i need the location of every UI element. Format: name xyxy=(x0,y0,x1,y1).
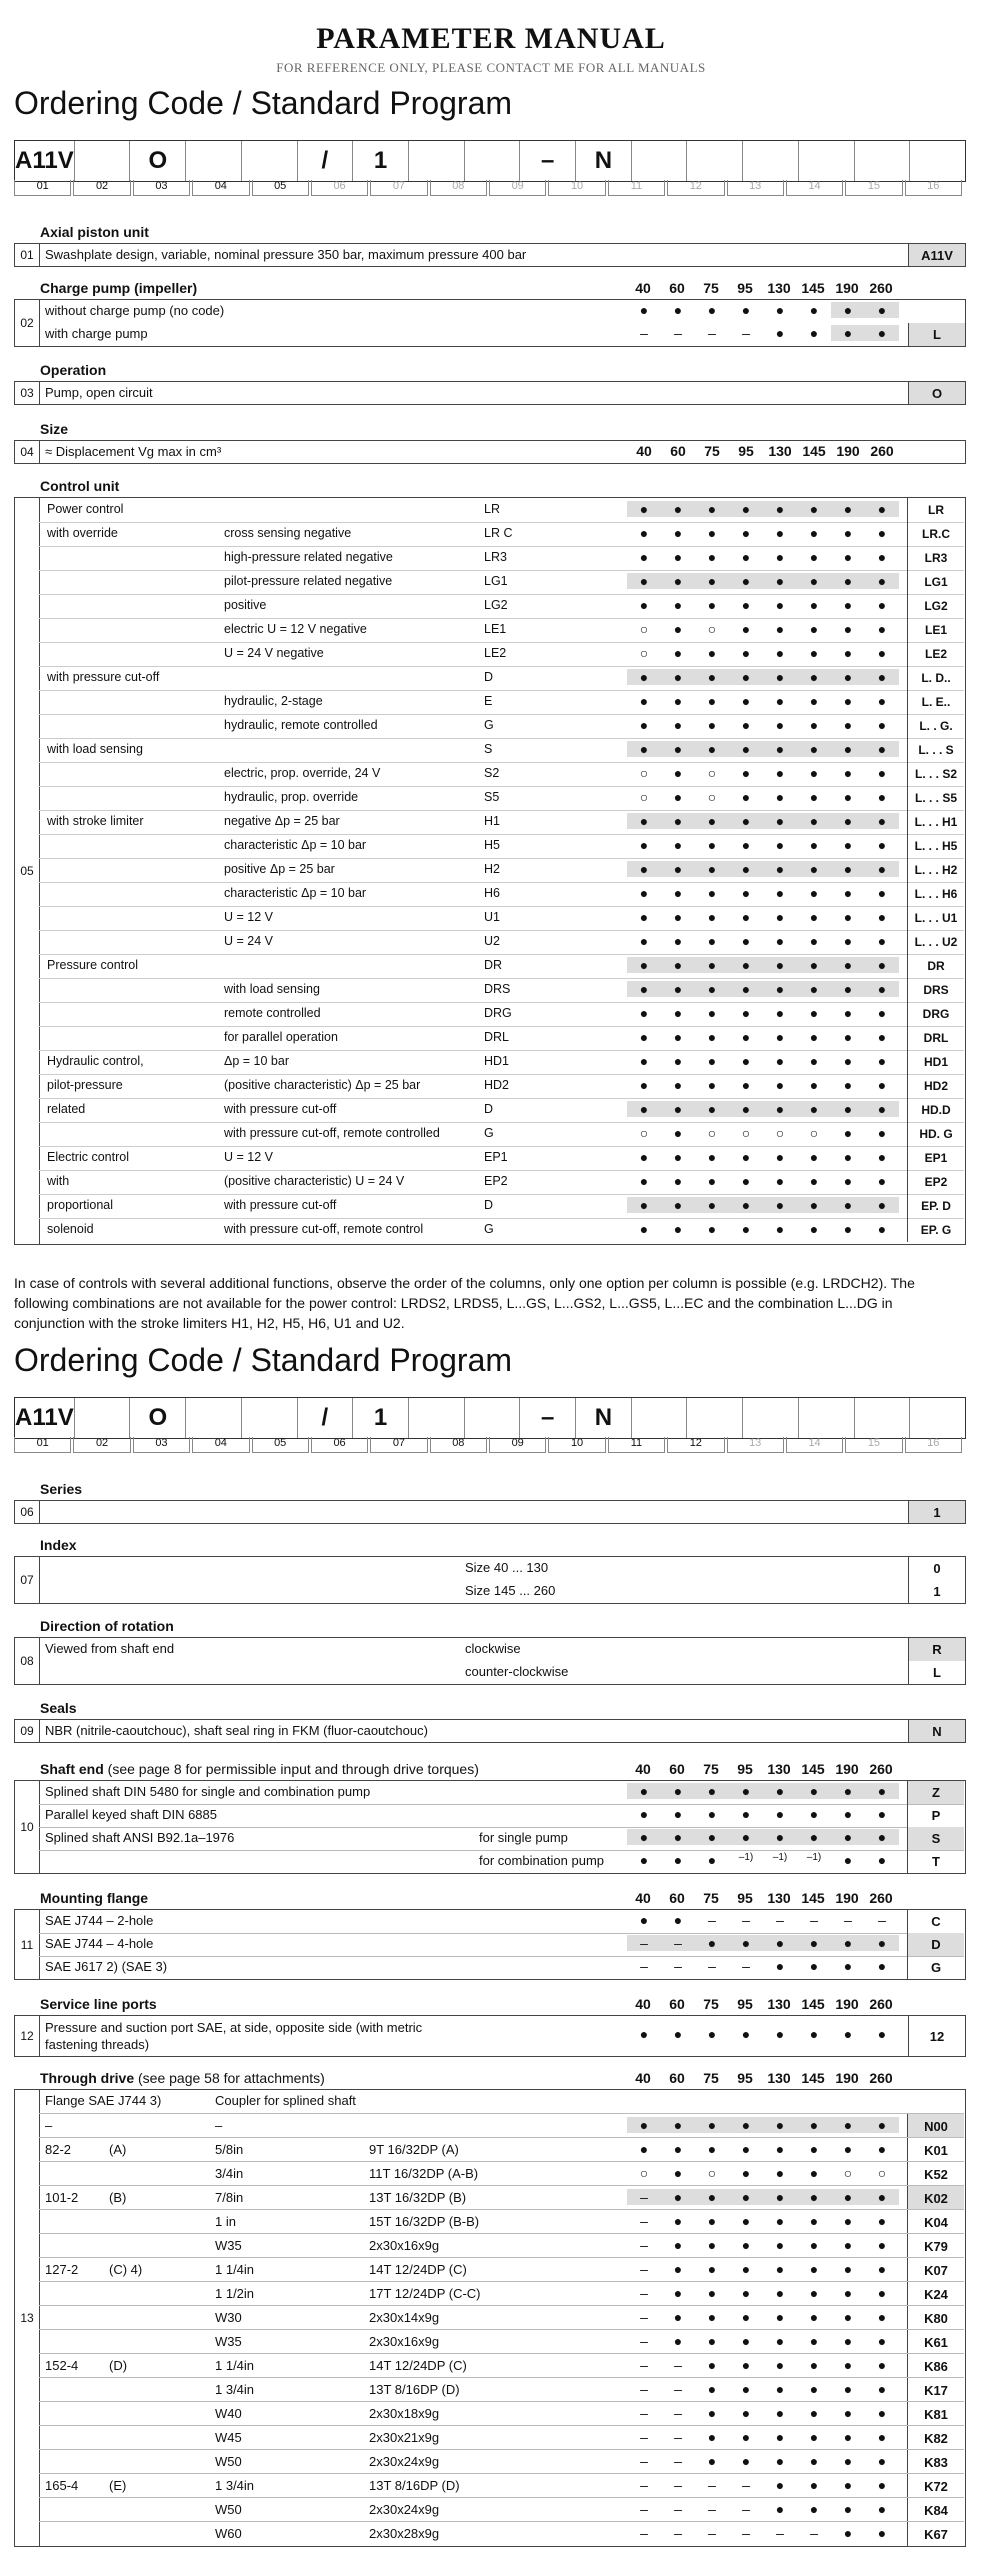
availability-marks: ● ● ● ● ● ● ● ● xyxy=(639,1029,887,1045)
section-title: Size xyxy=(40,421,69,437)
control-letter: DRG xyxy=(484,1006,512,1020)
through-drive-row: 1 in 15T 16/32DP (B-B) – ● ● ● ● ● ● ● K04 xyxy=(39,2209,964,2234)
size-header: 40 60 75 95 130 145 190 260 xyxy=(635,1761,893,1777)
option-row: 02 without charge pump (no code) with charge pump ● ● ● ● ● ● ● ● – – – – ● ● ● ● L xyxy=(14,299,966,347)
control-row xyxy=(39,858,964,883)
control-code: LR3 xyxy=(907,546,964,570)
control-sub-label: hydraulic, prop. override xyxy=(224,790,359,804)
control-letter: D xyxy=(484,1102,494,1116)
control-sub-label: (positive characteristic) Δp = 25 bar xyxy=(224,1078,421,1092)
control-row xyxy=(39,882,964,907)
control-sub-label: with pressure cut-off xyxy=(224,1198,337,1212)
control-row xyxy=(39,594,964,619)
control-code: L. D.. xyxy=(907,666,964,690)
control-letter: G xyxy=(484,1222,494,1236)
control-sub-label: for parallel operation xyxy=(224,1030,338,1044)
control-row xyxy=(39,1050,964,1075)
through-drive-row: 3/4in 11T 16/32DP (A-B) ○ ● ○ ● ● ● ○ ○ K52 xyxy=(39,2161,964,2186)
control-letter: DRS xyxy=(484,982,511,996)
availability-marks: ● ● ● ● ● ● ● ● xyxy=(639,549,887,565)
control-sub-label: hydraulic, 2-stage xyxy=(224,694,323,708)
control-row xyxy=(39,1194,964,1219)
availability-marks: ● ● ● ● ● ● ● ● xyxy=(639,837,887,853)
through-drive-row: 127-2 (C) 4) 1 1/4in 14T 12/24DP (C) – ● ● ● ● ● ● ● K07 xyxy=(39,2257,964,2282)
availability-marks: ● ● ● ● ● ● ● ● xyxy=(639,1221,887,1237)
control-row xyxy=(39,930,964,955)
control-label: pilot-pressure xyxy=(47,1078,123,1092)
code-cell: A11V xyxy=(15,141,75,181)
through-drive-row: W35 2x30x16x9g – ● ● ● ● ● ● ● K61 xyxy=(39,2329,964,2354)
availability-marks: ● ● ● ● ● ● ● ● xyxy=(627,741,899,757)
control-sub-label: remote controlled xyxy=(224,1006,321,1020)
through-drive-row: W40 2x30x18x9g – – ● ● ● ● ● ● K81 xyxy=(39,2401,964,2426)
control-sub-label: with pressure cut-off, remote controlled xyxy=(224,1126,440,1140)
through-drive-row: – – ● ● ● ● ● ● ● ● N00 xyxy=(39,2113,964,2138)
option-row: 08 Viewed from shaft end clockwise counter-clockwise R L xyxy=(14,1637,966,1685)
control-letter: S2 xyxy=(484,766,500,780)
control-row xyxy=(39,666,964,691)
control-sub-label: positive Δp = 25 bar xyxy=(224,862,335,876)
control-code: EP2 xyxy=(907,1170,964,1194)
control-letter: EP2 xyxy=(484,1174,508,1188)
through-drive-row: 82-2 (A) 5/8in 9T 16/32DP (A) ● ● ● ● ● ● ● ● K01 xyxy=(39,2137,964,2162)
control-label: with override xyxy=(47,526,118,540)
size-header: 40 60 75 95 130 145 190 260 xyxy=(635,1996,893,2012)
control-letter: LG2 xyxy=(484,598,508,612)
control-code: L. . . S xyxy=(907,738,964,762)
control-label: solenoid xyxy=(47,1222,94,1236)
control-code: HD.D xyxy=(907,1098,964,1122)
availability-marks: ● ● ● ● ● ● ● ● xyxy=(627,981,899,997)
control-letter: LR xyxy=(484,502,500,516)
control-code: HD. G xyxy=(907,1122,964,1146)
option-row: SAE J744 – 4-hole – – ● ● ● ● ● ● D xyxy=(39,1933,964,1957)
ordering-code-title: Ordering Code / Standard Program xyxy=(14,85,513,121)
option-row: Parallel keyed shaft DIN 6885 ● ● ● ● ● ● ● ● P xyxy=(39,1804,964,1828)
availability-marks: ● ● ● ● ● ● ● ● xyxy=(639,1077,887,1093)
control-sub-label: Δp = 10 bar xyxy=(224,1054,289,1068)
availability-marks: ● ● ● ● ● ● ● ● xyxy=(627,1101,899,1117)
control-sub-label: U = 12 V xyxy=(224,910,273,924)
through-drive-row: 1 1/2in 17T 12/24DP (C-C) – ● ● ● ● ● ● ● K24 xyxy=(39,2281,964,2306)
availability-marks: ● ● ● ● ● ● ● ● xyxy=(627,573,899,589)
option-row: 12 Pressure and suction port SAE, at side, opposite side (with metric fastening threads) ● ● ● ● ● ● ● ● 12 xyxy=(14,2015,966,2057)
control-code: L. . . U2 xyxy=(907,930,964,954)
control-code: L. . . S2 xyxy=(907,762,964,786)
size-header: 40 60 75 95 130 145 190 260 xyxy=(635,1890,893,1906)
control-code: L. E.. xyxy=(907,690,964,714)
option-row: 01 Swashplate design, variable, nominal pressure 350 bar, maximum pressure 400 bar A11V xyxy=(14,243,966,267)
through-drive-row: 1 3/4in 13T 8/16DP (D) – – ● ● ● ● ● ● K17 xyxy=(39,2377,964,2402)
mounting-flange-table: 11 SAE J744 – 2-hole ● ● – – – – – – C SAE J744 – 4-hole – – ● ● ● ● ● ● D SAE J617 2) (SAE 3) – – – – ● ● ● ● G xyxy=(14,1909,966,1980)
through-drive-row: W35 2x30x16x9g – ● ● ● ● ● ● ● K79 xyxy=(39,2233,964,2258)
control-code: L. . . H6 xyxy=(907,882,964,906)
availability-marks: ● ● ● ● ● ● ● ● xyxy=(639,1053,887,1069)
control-label: proportional xyxy=(47,1198,114,1212)
option-row: 06 1 xyxy=(14,1500,966,1524)
control-letter: HD2 xyxy=(484,1078,510,1092)
control-label: with xyxy=(47,1174,70,1188)
availability-marks: ● ● ● ● ● ● ● ● xyxy=(639,597,887,613)
through-drive-row: 152-4 (D) 1 1/4in 14T 12/24DP (C) – – ● ● ● ● ● ● K86 xyxy=(39,2353,964,2378)
control-label: with load sensing xyxy=(47,742,143,756)
control-row xyxy=(39,1170,964,1195)
control-code: HD2 xyxy=(907,1074,964,1098)
control-letter: S xyxy=(484,742,493,756)
availability-marks: ● ● ● ● ● ● ● ● xyxy=(639,525,887,541)
control-code: DRS xyxy=(907,978,964,1002)
control-letter: HD1 xyxy=(484,1054,510,1068)
control-code: DRL xyxy=(907,1026,964,1050)
control-row xyxy=(39,762,964,787)
control-code: EP1 xyxy=(907,1146,964,1170)
control-letter: G xyxy=(484,1126,494,1140)
section-title: Index xyxy=(40,1537,77,1553)
control-sub-label: U = 12 V xyxy=(224,1150,273,1164)
option-row: Splined shaft DIN 5480 for single and combination pump ● ● ● ● ● ● ● ● Z xyxy=(39,1781,964,1805)
availability-marks: ○ ● ○ ● ● ● ● ● xyxy=(639,765,887,781)
control-letter: DRL xyxy=(484,1030,510,1044)
availability-marks: ○ ● ○ ○ ○ ○ ● ● xyxy=(639,1125,887,1141)
control-code: EP. D xyxy=(907,1194,964,1218)
availability-marks: ● ● ● ● ● ● ● ● xyxy=(627,669,899,685)
control-code: L. . . H2 xyxy=(907,858,964,882)
size-header: 40 60 75 95 130 145 190 260 xyxy=(635,2070,893,2086)
control-letter: D xyxy=(484,1198,494,1212)
ordering-code-numbers: 01 02 03 04 05 06 07 08 09 10 11 12 13 14 15 16 xyxy=(14,180,964,196)
control-row xyxy=(39,642,964,667)
control-letter: U1 xyxy=(484,910,500,924)
control-sub-label: with pressure cut-off, remote control xyxy=(224,1222,424,1236)
availability-marks: ● ● ● ● ● ● ● ● xyxy=(639,717,887,733)
control-row xyxy=(39,906,964,931)
control-row xyxy=(39,1122,964,1147)
through-drive-row: W50 2x30x24x9g – – ● ● ● ● ● ● K83 xyxy=(39,2449,964,2474)
availability-marks: ● ● ● ● ● ● ● ● xyxy=(639,1149,887,1165)
through-drive-row: 101-2 (B) 7/8in 13T 16/32DP (B) – ● ● ● ● ● ● ● K02 xyxy=(39,2185,964,2210)
control-sub-label: pilot-pressure related negative xyxy=(224,574,393,588)
section-title: Operation xyxy=(40,362,107,378)
control-row xyxy=(39,498,964,523)
control-sub-label: cross sensing negative xyxy=(224,526,352,540)
option-row: for combination pump ● ● ● –1) –1) –1) ● ● T xyxy=(39,1850,964,1873)
control-label: Electric control xyxy=(47,1150,129,1164)
shaft-end-table: 10 Splined shaft DIN 5480 for single and combination pump ● ● ● ● ● ● ● ● Z Parallel keyed shaft DIN 6885 ● ● ● ● ● ● ● ● P Splined shaft ANSI B92.1a–1976 for single pump ● ● ● ● ● ● ● ● S for combination pump ● ● ● –1) –1) –1) ● ● T xyxy=(14,1780,966,1874)
section-title: Shaft end (see page 8 for permissible input and through drive torques) xyxy=(40,1761,479,1777)
availability-marks: ● ● ● ● ● ● ● ● xyxy=(639,693,887,709)
section-title: Direction of rotation xyxy=(40,1618,174,1634)
control-code: LE1 xyxy=(907,618,964,642)
availability-marks: ● ● ● ● ● ● ● ● xyxy=(639,1173,887,1189)
control-row xyxy=(39,978,964,1003)
control-row xyxy=(39,1098,964,1123)
code-cell: N xyxy=(576,141,632,181)
control-sub-label: electric, prop. override, 24 V xyxy=(224,766,381,780)
code-cell: / xyxy=(298,141,354,181)
option-row: 03 Pump, open circuit O xyxy=(14,381,966,405)
availability-marks: ● ● ● ● ● ● ● ● xyxy=(627,813,899,829)
control-row xyxy=(39,570,964,595)
control-row xyxy=(39,1026,964,1051)
through-drive-row: W50 2x30x24x9g – – – – ● ● ● ● K84 xyxy=(39,2497,964,2522)
control-sub-label: characteristic Δp = 10 bar xyxy=(224,886,367,900)
code-cell: 1 xyxy=(353,141,409,181)
through-drive-row: W30 2x30x14x9g – ● ● ● ● ● ● ● K80 xyxy=(39,2305,964,2330)
control-row xyxy=(39,1074,964,1099)
control-letter: U2 xyxy=(484,934,500,948)
option-row: 04 ≈ Displacement Vg max in cm³ 40 60 75 95 130 145 190 260 xyxy=(14,440,966,464)
section-title: Control unit xyxy=(40,478,120,494)
control-letter: H2 xyxy=(484,862,500,876)
control-row xyxy=(39,810,964,835)
through-drive-row: 165-4 (E) 1 3/4in 13T 8/16DP (D) – – – – ● ● ● ● K72 xyxy=(39,2473,964,2498)
control-sub-label: U = 24 V negative xyxy=(224,646,324,660)
control-row xyxy=(39,618,964,643)
control-letter: H6 xyxy=(484,886,500,900)
control-code: LR xyxy=(907,498,964,522)
control-letter: DR xyxy=(484,958,503,972)
control-sub-label: high-pressure related negative xyxy=(224,550,393,564)
control-label: related xyxy=(47,1102,86,1116)
control-letter: S5 xyxy=(484,790,500,804)
control-sub-label: with load sensing xyxy=(224,982,320,996)
control-code: L. . G. xyxy=(907,714,964,738)
control-row xyxy=(39,522,964,547)
availability-marks: ● ● ● ● ● ● ● ● xyxy=(627,501,899,517)
control-sub-label: U = 24 V xyxy=(224,934,273,948)
availability-marks: ○ ● ○ ● ● ● ● ● xyxy=(639,789,887,805)
control-code: LG2 xyxy=(907,594,964,618)
availability-marks: ○ ● ○ ● ● ● ● ● xyxy=(639,621,887,637)
control-letter: LE1 xyxy=(484,622,507,636)
ordering-code-numbers: 01 02 03 04 05 06 07 08 09 10 11 12 13 14 15 16 xyxy=(14,1437,964,1453)
option-row: SAE J744 – 2-hole ● ● – – – – – – C xyxy=(39,1910,964,1934)
control-code: L. . . S5 xyxy=(907,786,964,810)
control-letter: EP1 xyxy=(484,1150,508,1164)
control-letter: H5 xyxy=(484,838,500,852)
section-title: Charge pump (impeller) xyxy=(40,280,198,296)
section-title: Seals xyxy=(40,1700,77,1716)
section-title: Service line ports xyxy=(40,1996,157,2012)
code-cell: – xyxy=(520,141,576,181)
control-label: Pressure control xyxy=(47,958,139,972)
through-drive-row: W60 2x30x28x9g – – – – – – ● ● K67 xyxy=(39,2521,964,2546)
section-title: Through drive (see page 58 for attachments) xyxy=(40,2070,325,2086)
control-code: HD1 xyxy=(907,1050,964,1074)
document-title: PARAMETER MANUAL xyxy=(316,22,666,55)
option-row: 07 Size 40 ... 130 Size 145 ... 260 0 1 xyxy=(14,1556,966,1604)
control-letter: D xyxy=(484,670,494,684)
control-label: with stroke limiter xyxy=(47,814,144,828)
control-sub-label: electric U = 12 V negative xyxy=(224,622,367,636)
control-code: LR.C xyxy=(907,522,964,546)
control-code: L. . . H5 xyxy=(907,834,964,858)
control-letter: LR C xyxy=(484,526,513,540)
through-drive-table: 13 Flange SAE J744 3) Coupler for splined shaft – – ● ● ● ● ● ● ● ● N00 82-2 (A) 5/8in 9T 16/32DP (A) ● ● ● ● ● ● ● ● K01 3/4in 11T 16/32DP (A-B) ○ ● ○ ● ● ● ○ ○ K52 101-2 (B) 7/8in 13T 16/32DP (B) – ● ● ● ● ● ● ● K02 1 in 15T 16/32DP (B-B) – ● ● ● ● ● ● ● K04 W35 2x30x16x9g – ● ● ● ● ● ● ● K79 127-2 (C) 4) 1 1/4in 14T 12/24DP (C) – ● ● ● ● ● ● ● K07 1 1/2in 17T 12/24DP (C-C) – ● ● ● ● ● ● ● K24 W30 2x30x14x9g – ● ● ● ● ● ● ● K80 W35 2x30x16x9g – ● ● ● ● ● ● ● K61 152-4 (D) 1 1/4in 14T 12/24DP (C) – – ● ● ● ● ● ● K86 1 3/4in 13T 8/16DP (D) – – ● ● ● ● ● ● K17 W40 2x30x18x9g – – ● ● ● ● ● ● K81 W45 2x30x21x9g – – ● ● ● ● ● ● K82 W50 2x30x24x9g – – ● ● ● ● ● ● K83 165-4 (E) 1 3/4in 13T 8/16DP (D) – – – – ● ● ● ● K72 W50 2x30x24x9g – – – – ● ● ● ● K84 W60 2x30x28x9g – – – – – – ● ● K67 xyxy=(14,2089,966,2547)
control-letter: LR3 xyxy=(484,550,507,564)
control-code: L. . . H1 xyxy=(907,810,964,834)
control-code: L. . . U1 xyxy=(907,906,964,930)
option-row: 09 NBR (nitrile-caoutchouc), shaft seal ring in FKM (fluor-caoutchouc) N xyxy=(14,1719,966,1743)
control-letter: E xyxy=(484,694,493,708)
availability-marks: ○ ● ● ● ● ● ● ● xyxy=(639,645,887,661)
ordering-code-box: A11V O / 1 – N xyxy=(14,1397,966,1439)
control-sub-label: with pressure cut-off xyxy=(224,1102,337,1116)
code-cell: O xyxy=(130,141,186,181)
control-row xyxy=(39,738,964,763)
availability-marks: ● ● ● ● ● ● ● ● xyxy=(639,909,887,925)
availability-marks: ● ● ● ● ● ● ● ● xyxy=(639,885,887,901)
control-row xyxy=(39,714,964,739)
availability-marks: ● ● ● ● ● ● ● ● xyxy=(627,861,899,877)
control-row xyxy=(39,690,964,715)
control-unit-table: 05 Power control LR ● ● ● ● ● ● ● ● LR with override cross sensing negative LR C ● ● ● ● ● ● ● ● LR.C high-pressure related negative LR3 ● ● ● ● ● ● ● ● LR3 pilot-pressure related negative LG1 ● ● ● ● ● ● ● ● LG1 positive LG2 ● ● ● ● ● ● ● ● LG2 electric U = 12 V negative LE1 ○ ● ○ ● ● ● ● ● LE1 U = 24 V negative LE2 ○ ● ● ● ● ● ● ● LE2 with pressure cut-off D ● ● ● ● ● ● ● ● L. D.. hydraulic, 2-stage E ● ● ● ● ● ● ● ● L. E.. hydraulic, remote controlled G ● ● ● ● ● ● ● ● L. . G. with load sensing S ● ● ● ● ● ● ● ● L. . . S electric, prop. override, 24 V S2 ○ ● ○ ● ● ● ● ● L. . . S2 hydraulic, prop. override S5 ○ ● ○ ● ● ● ● ● L. . . S5 with stroke limiter negative Δp = 25 bar H1 ● ● ● ● ● ● ● ● L. . . H1 characteristic Δp = 10 bar H5 ● ● ● ● ● ● ● ● L. . . H5 positive Δp = 25 bar H2 ● ● ● ● ● ● ● ● L. . . H2 characteristic Δp = 10 bar H6 ● ● ● ● ● ● ● ● L. . . H6 U = 12 V U1 ● ● ● ● ● ● ● ● L. . . U1 U = 24 V U2 ● ● ● ● ● ● ● ● L. . . U2 Pressure control DR ● ● ● ● ● ● ● ● DR with load sensing DRS ● ● ● ● ● ● ● ● DRS remote controlled DRG ● ● ● ● ● ● ● ● DRG for parallel operation DRL ● ● ● ● ● ● ● ● DRL Hydraulic control, Δp = 10 bar HD1 ● ● ● ● ● ● ● ● HD1 pilot-pressure (positive characteristic) Δp = 25 bar HD2 ● ● ● ● ● ● ● ● HD2 related with pressure cut-off D ● ● ● ● ● ● ● ● HD.D with pressure cut-off, remote controlled G ○ ● ○ ○ ○ ○ ● ● HD. G Electric control U = 12 V EP1 ● ● ● ● ● ● ● ● EP1 with (positive characteristic) U = 24 V EP2 ● ● ● ● ● ● ● ● EP2 proportional with pressure cut-off D ● ● ● ● ● ● ● ● EP. D solenoid with pressure cut-off, remote control G ● ● ● ● ● ● ● ● EP. G xyxy=(14,497,966,1245)
option-row: Splined shaft ANSI B92.1a–1976 for single pump ● ● ● ● ● ● ● ● S xyxy=(39,1827,964,1851)
size-header: 40 60 75 95 130 145 190 260 xyxy=(635,280,893,296)
availability-marks: ● ● ● ● ● ● ● ● xyxy=(639,933,887,949)
availability-marks: ● ● ● ● ● ● ● ● xyxy=(639,1005,887,1021)
ordering-code-box xyxy=(14,140,966,182)
control-sub-label: hydraulic, remote controlled xyxy=(224,718,378,732)
control-sub-label: (positive characteristic) U = 24 V xyxy=(224,1174,405,1188)
control-letter: LE2 xyxy=(484,646,507,660)
control-label: Hydraulic control, xyxy=(47,1054,144,1068)
option-row: SAE J617 2) (SAE 3) – – – – ● ● ● ● G xyxy=(39,1956,964,1979)
document-subtitle: FOR REFERENCE ONLY, PLEASE CONTACT ME FOR ALL MANUALS xyxy=(276,60,706,75)
control-row xyxy=(39,546,964,571)
control-code: LE2 xyxy=(907,642,964,666)
control-code: DR xyxy=(907,954,964,978)
section-title: Series xyxy=(40,1481,83,1497)
control-code: LG1 xyxy=(907,570,964,594)
through-drive-row: W45 2x30x21x9g – – ● ● ● ● ● ● K82 xyxy=(39,2425,964,2450)
control-code: EP. G xyxy=(907,1218,964,1242)
control-letter: H1 xyxy=(484,814,500,828)
control-sub-label: positive xyxy=(224,598,267,612)
control-label: with pressure cut-off xyxy=(47,670,160,684)
control-row xyxy=(39,834,964,859)
footnote: In case of controls with several additional functions, observe the order of the columns, only one option per column is possible (e.g. LRDCH2). The following combinations are not available for the power control: LRDS2, LRDS5, L...GS, L...GS2, L...GS5, L...EC and the combination L...DG in conjunction with the stroke limiters H1, H2, H5, H6, U1 and U2. xyxy=(14,1275,915,1331)
control-row xyxy=(39,1218,964,1242)
section-title: Axial piston unit xyxy=(40,224,149,240)
control-row xyxy=(39,954,964,979)
control-row xyxy=(39,786,964,811)
control-row xyxy=(39,1002,964,1027)
control-sub-label: negative Δp = 25 bar xyxy=(224,814,340,828)
ordering-code-title: Ordering Code / Standard Program xyxy=(14,1342,513,1378)
section-title: Mounting flange xyxy=(40,1890,149,1906)
control-row xyxy=(39,1146,964,1171)
control-code: DRG xyxy=(907,1002,964,1026)
control-letter: G xyxy=(484,718,494,732)
availability-marks: ● ● ● ● ● ● ● ● xyxy=(627,957,899,973)
control-letter: LG1 xyxy=(484,574,508,588)
control-label: Power control xyxy=(47,502,124,516)
availability-marks: ● ● ● ● ● ● ● ● xyxy=(627,1197,899,1213)
control-sub-label: characteristic Δp = 10 bar xyxy=(224,838,367,852)
